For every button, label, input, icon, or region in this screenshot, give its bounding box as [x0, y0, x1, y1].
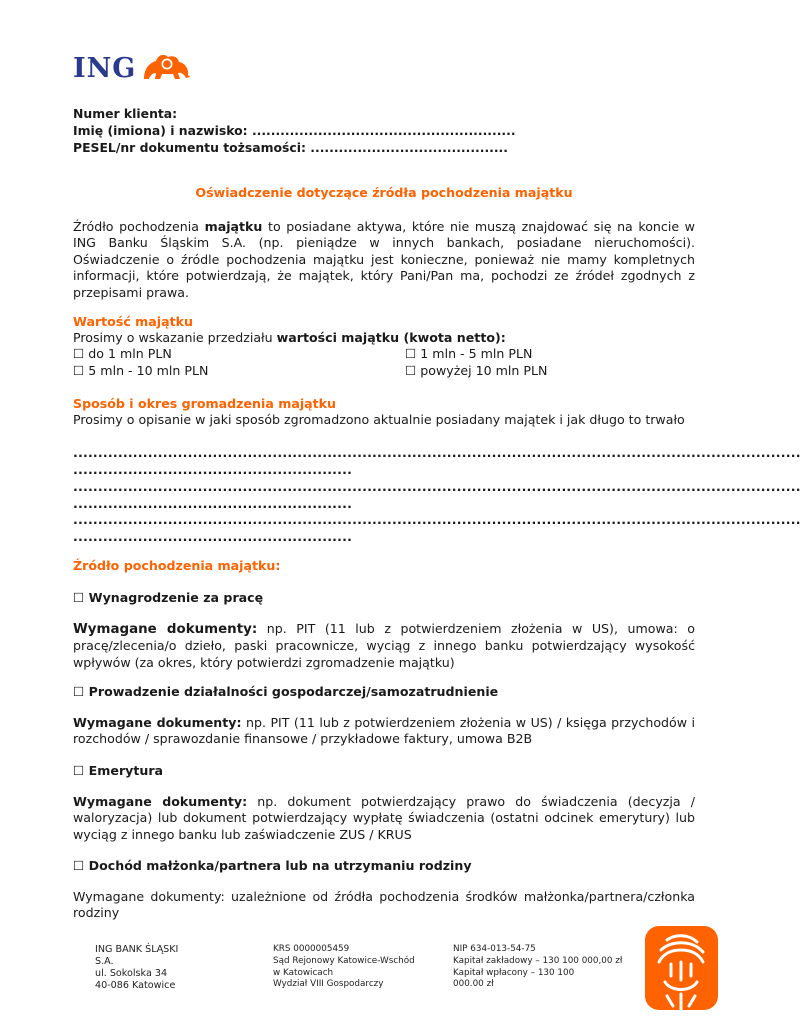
footer-line: KRS 0000005459 [273, 944, 350, 954]
footer-line: w Katowicach [273, 967, 334, 978]
footer-line: 000.00 zł [453, 979, 494, 990]
business-docs [73, 715, 695, 748]
salary-docs [73, 621, 695, 671]
option-up-to-1m[interactable]: ☐ do 1 mln PLN [73, 346, 172, 361]
pension-docs [73, 794, 695, 843]
footer-line: Kapitał wpłacony – 130 100 [453, 967, 575, 978]
footer-line: S.A. [95, 956, 114, 967]
footer-line: ul. Sokolska 34 [95, 968, 168, 979]
intro-bold: majątku [204, 219, 263, 234]
value-prompt [73, 330, 695, 346]
lion-icon [645, 926, 718, 1010]
client-number-field: Numer klienta: [73, 106, 178, 121]
footer-line: ING BANK ŚLĄSKI [95, 944, 179, 955]
method-heading: Sposób i okres gromadzenia majątku [73, 396, 336, 411]
value-options [73, 346, 695, 380]
client-pesel-field: PESEL/nr dokumentu tożsamości: .......................................... [73, 140, 508, 156]
answer-line[interactable]: ........................................................ [73, 496, 353, 511]
answer-line[interactable]: ........................................................ [73, 462, 353, 477]
intro-text-2: to posiadane aktywa, które nie muszą znajdować się na koncie w ING Banku Śląskim S.A. (np. pieniądze w innych bankach, posiadane nieruchomości). Oświadczenie o źródle pochodzenia majątku jest konieczne, ponieważ nie mamy kompletnych informacji, które potwierdzają, że majątek, który Pani/Pan ma, pochodzi ze źródeł zgodnych z przepisami prawa. [73, 219, 695, 300]
source-heading: Źródło pochodzenia majątku: [73, 558, 281, 573]
source-option-business[interactable]: ☐ Prowadzenie działalności gospodarczej/samozatrudnienie [73, 684, 499, 699]
spouse-docs: Wymagane dokumenty: uzależnione od źródła pochodzenia środków małżonka/partnera/członka rodziny [73, 889, 695, 921]
value-heading: Wartość majątku [73, 314, 193, 329]
footer-line: Kapitał zakładowy – 130 100 000,00 zł [453, 955, 623, 966]
docs-text: np. PIT (11 lub z potwierdzeniem złożenia w US) / księga przychodów i rozchodów / sprawozdanie finansowe / przykładowe faktury, umowa B2B [73, 715, 696, 747]
footer-registry [273, 944, 423, 991]
client-name-field: Imię (imiona) i nazwisko: ........................................................ [73, 123, 516, 139]
logo-text: ING [73, 52, 137, 84]
footer-capital [453, 944, 623, 991]
document-title: Oświadczenie dotyczące źródła pochodzenia majątku [195, 185, 573, 200]
method-prompt: Prosimy o opisanie w jaki sposób zgromadzono aktualnie posiadany majątek i jak długo to trwało [73, 412, 685, 427]
answer-line[interactable]: ........................................................ [73, 529, 353, 544]
client-info [73, 105, 516, 157]
docs-text: np. PIT (11 lub z potwierdzeniem złożenia w US), umowa: o pracę/zlecenia/o dzieło, paski pracownicze, wyciąg z innego banku potwierdzający wysokość wpływów (za okres, który potwierdzi zgromadzenie majątku) [73, 621, 695, 670]
ing-logo [73, 52, 194, 86]
value-prompt-bold: wartości majątku (kwota netto): [276, 330, 506, 345]
value-prompt-text: Prosimy o wskazanie przedziału [73, 330, 277, 345]
source-option-salary[interactable]: ☐ Wynagrodzenie za pracę [73, 590, 264, 605]
lion-icon [140, 51, 194, 87]
docs-label: Wymagane dokumenty: [73, 622, 258, 637]
footer-line: 40-086 Katowice [95, 980, 176, 991]
source-option-spouse-income[interactable]: ☐ Dochód małżonka/partnera lub na utrzymaniu rodziny [73, 858, 472, 873]
answer-line[interactable]: .................................................................................................................................................. [73, 512, 801, 527]
footer-line: Wydział VIII Gospodarczy [273, 979, 384, 990]
docs-label: Wymagane dokumenty: [73, 715, 242, 730]
docs-text: np. dokument potwierdzający prawo do świadczenia (decyzja / waloryzacja) lub dokument potwierdzający wypłatę świadczenia (ostatni odcinek emerytury) lub wyciąg z innego banku lub zaświadczenie ZUS / KRUS [73, 794, 695, 842]
answer-line[interactable]: .................................................................................................................................................. [73, 479, 801, 494]
intro-paragraph [73, 219, 695, 301]
docs-label: Wymagane dokumenty: [73, 794, 248, 809]
footer-line: NIP 634-013-54-75 [453, 944, 536, 954]
option-over-10m[interactable]: ☐ powyżej 10 mln PLN [405, 363, 548, 378]
option-5m-10m[interactable]: ☐ 5 mln - 10 mln PLN [73, 363, 209, 378]
footer-line: Sąd Rejonowy Katowice-Wschód [273, 955, 415, 966]
source-option-pension[interactable]: ☐ Emerytura [73, 763, 164, 778]
option-1m-5m[interactable]: ☐ 1 mln - 5 mln PLN [405, 346, 533, 361]
footer-bank-address [95, 944, 215, 992]
intro-text-1: Źródło pochodzenia [73, 219, 205, 234]
answer-line[interactable]: .................................................................................................................................................. [73, 445, 801, 460]
